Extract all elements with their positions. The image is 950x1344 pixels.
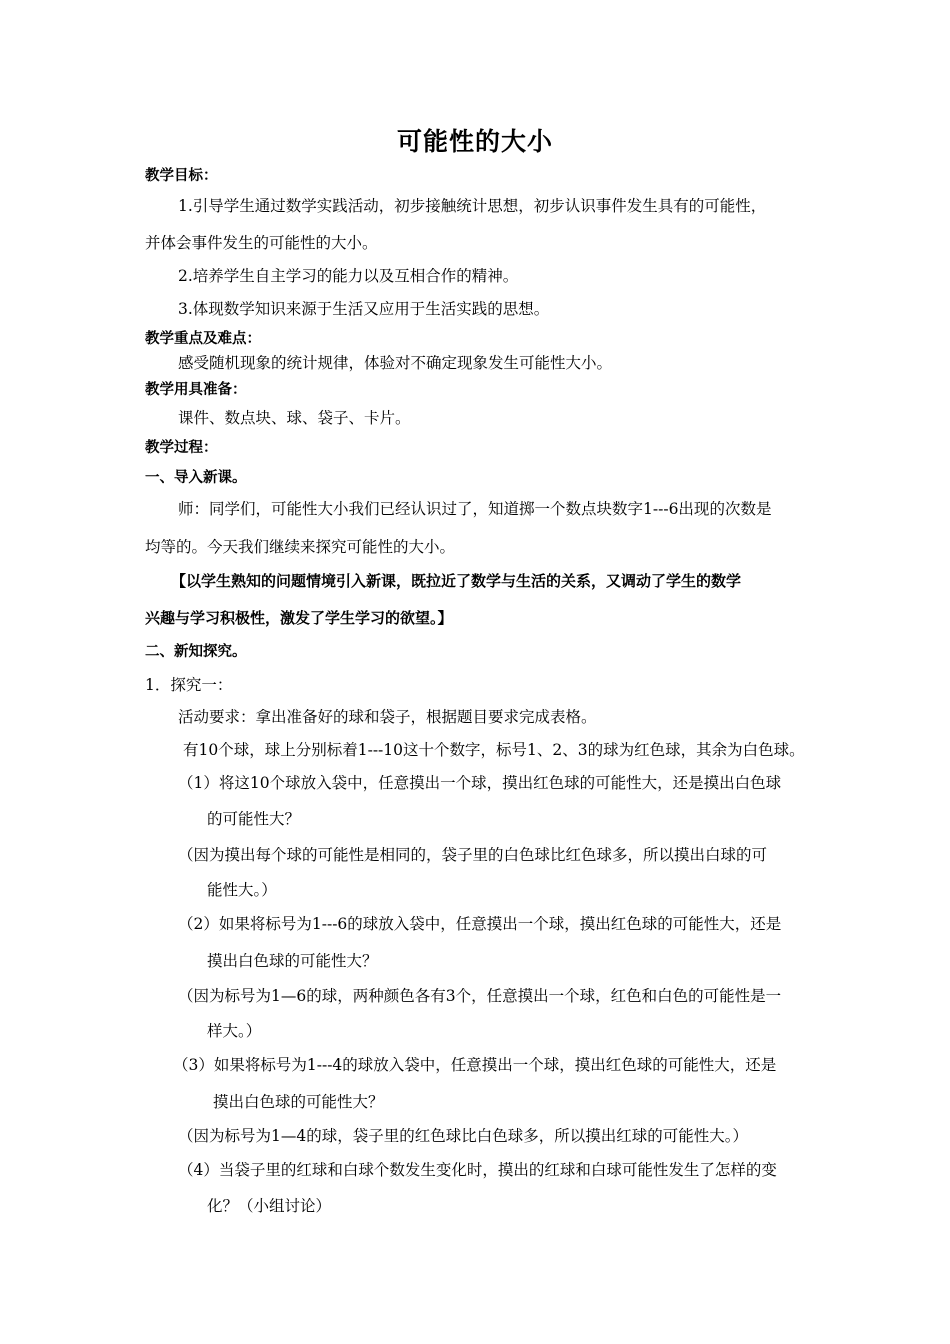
text-line: 并体会事件发生的可能性的大小。 (145, 234, 378, 252)
text-line: （1）将这10个球放入袋中，任意摸出一个球，摸出红色球的可能性大，还是摸出白色球 (178, 774, 782, 792)
text-line: 摸出白色球的可能性大？ (213, 1093, 384, 1111)
text-line: （3）如果将标号为1---4的球放入袋中，任意摸出一个球，摸出红色球的可能性大，还是 (173, 1056, 777, 1074)
text-line: 2.培养学生自主学习的能力以及互相合作的精神。 (178, 267, 519, 285)
document-title: 可能性的大小 (396, 127, 553, 156)
text-line: 【以学生熟知的问题情境引入新课，既拉近了数学与生活的关系，又调动了学生的数学 (171, 572, 742, 590)
text-line: 活动要求：拿出准备好的球和袋子，根据题目要求完成表格。 (178, 708, 597, 726)
text-line: 3.体现数学知识来源于生活又应用于生活实践的思想。 (178, 300, 550, 318)
text-line: 兴趣与学习积极性，激发了学生学习的欲望。】 (145, 609, 453, 627)
text-line: （因为标号为1—4的球，袋子里的红色球比白色球多，所以摸出红球的可能性大。） (178, 1127, 748, 1145)
text-line: 教学目标： (145, 168, 218, 184)
text-line: 的可能性大？ (207, 810, 301, 828)
text-line: 教学重点及难点： (145, 331, 261, 347)
text-line: 能性大。） (207, 881, 277, 899)
text-line: 教学过程： (145, 440, 218, 456)
text-line: 1．探究一： (145, 676, 233, 694)
text-line: 1.引导学生通过数学实践活动，初步接触统计思想，初步认识事件发生具有的可能性， (178, 197, 767, 215)
text-line: 师：同学们，可能性大小我们已经认识过了，知道掷一个数点块数字1---6出现的次数是 (178, 500, 772, 518)
text-line: 化？（小组讨论） (207, 1197, 332, 1215)
text-line: 一、导入新课。 (145, 470, 247, 486)
text-line: （4）当袋子里的红球和白球个数发生变化时，摸出的红球和白球可能性发生了怎样的变 (178, 1161, 777, 1179)
text-line: （2）如果将标号为1---6的球放入袋中，任意摸出一个球，摸出红色球的可能性大，还是 (178, 915, 782, 933)
text-line: （因为标号为1—6的球，两种颜色各有3个，任意摸出一个球，红色和白色的可能性是一 (178, 987, 782, 1005)
text-line: 均等的。今天我们继续来探究可能性的大小。 (145, 538, 456, 556)
text-line: 摸出白色球的可能性大？ (207, 952, 378, 970)
text-line: 二、新知探究。 (145, 644, 247, 660)
text-line: 感受随机现象的统计规律，体验对不确定现象发生可能性大小。 (178, 354, 613, 372)
text-line: 样大。） (207, 1022, 262, 1040)
text-line: 教学用具准备： (145, 382, 247, 398)
text-line: 有10个球，球上分别标着1---10这十个数字，标号1、2、3的球为红色球，其余为白色球。 (183, 741, 805, 759)
text-line: 课件、数点块、球、袋子、卡片。 (178, 409, 411, 427)
text-line: （因为摸出每个球的可能性是相同的，袋子里的白色球比红色球多，所以摸出白球的可 (178, 846, 768, 864)
